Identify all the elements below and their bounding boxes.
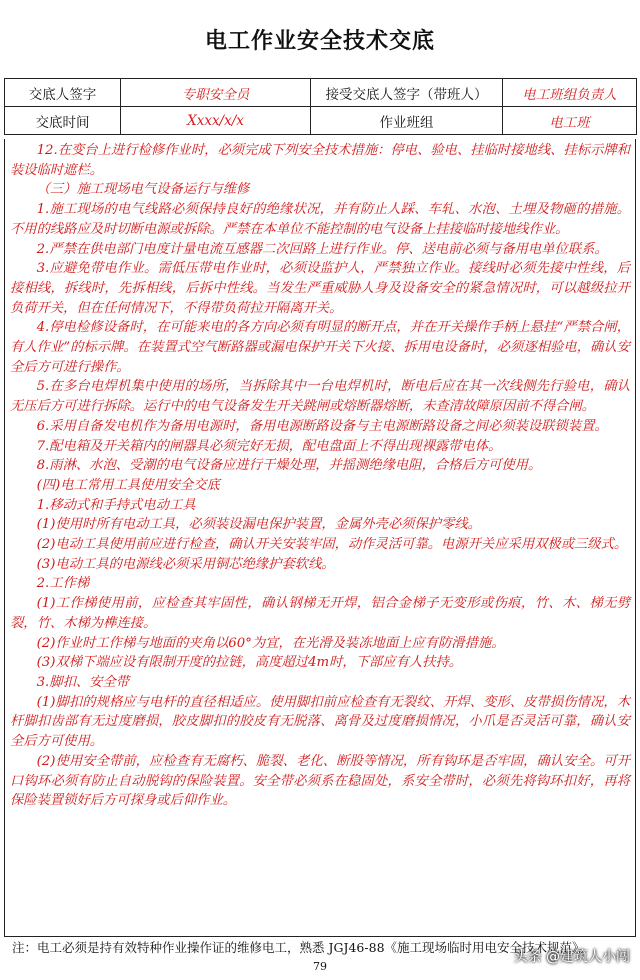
page-number: 79 (313, 960, 327, 973)
paragraph: 8.雨淋、水泡、受潮的电气设备应进行干燥处理，并摇测绝缘电阻，合格后方可使用。 (36, 458, 542, 474)
paragraph: 12.在变台上进行检修作业时，必须完成下列安全技术措施：停电、验电、挂临时接地线、挂标示牌和装设临时遮栏。 (10, 143, 630, 178)
paragraph: (1)脚扣的规格应与电杆的直径相适应。使用脚扣前应检查有无裂纹、开焊、变形、皮带损伤情况，木杆脚扣齿部有无过度磨损，胶皮脚扣的胶皮有无脱落、离骨及过度磨损情况，小爪是否灵活可靠，确认安全后方可使用。 (10, 694, 630, 750)
paragraph: 7.配电箱及开关箱内的闸器具必须完好无损，配电盘面上不得出现裸露带电体。 (36, 438, 502, 454)
document-title: 电工作业安全技术交底 (204, 29, 435, 54)
subsection-heading: 1.移动式和手持式电动工具 (36, 497, 196, 513)
paragraph: 3.应避免带电作业。需低压带电作业时，必须设监护人，严禁独立作业。接线时必须先接中性线，后接相线，拆线时，先拆相线，后拆中性线。当发生严重威胁人身及设备安全的紧急情况时，可以越级拉开负荷开关，但在任何情况下，不得带负荷拉开隔离开关。 (10, 261, 630, 316)
paragraph: (3)双梯下端应设有限制开度的拉链，高度超过4m时，下部应有人扶持。 (36, 655, 463, 671)
paragraph: 5.在多台电焊机集中使用的场所，当拆除其中一台电焊机时，断电后应在其一次线侧先行验电，确认无压后方可进行拆除。运行中的电气设备发生开关跳闸或熔断器熔断，未查清故障原因前不得合闸。 (10, 379, 630, 415)
paragraph: 4.停电检修设备时，在可能来电的各方向必须有明显的断开点，并在开关操作手柄上悬挂“严禁合闸，有人作业”的标示牌。在装置式空气断路器或漏电保护开关下火接、拆用电设备时，必须逐相验电，确认安全后方可进行操作。 (10, 320, 630, 375)
signature-table (4, 78, 637, 135)
discloser-signature-value: 专职安全员 (121, 79, 311, 107)
discloser-signature-label: 交底人签字 (5, 79, 121, 107)
signature-row (5, 79, 637, 107)
paragraph: 1.施工现场的电气线路必须保持良好的绝缘状况，并有防止人踩、车轧、水泡、土埋及物砸的措施。不用的线路应及时切断电源或拆除。严禁在本单位不能控制的电气设备上挂接临时接地线作业。 (10, 202, 630, 237)
paragraph: (1)工作梯使用前，应检查其牢固性，确认钢梯无开焊，铝合金梯子无变形或伤痕，竹、木、梯无劈裂，竹、木梯为榫连接。 (10, 596, 630, 631)
subsection-heading: 3.脚扣、安全带 (36, 674, 130, 690)
paragraph: (2)电动工具使用前应进行检查，确认开关安装牢固，动作灵活可靠。电源开关应采用双极或三级式。 (36, 537, 628, 553)
disclosure-time-value: Xxxx/x/x (121, 107, 311, 135)
work-team-label: 作业班组 (311, 107, 503, 135)
paragraph: (1)使用时所有电动工具，必须装设漏电保护装置，金属外壳必须保护零线。 (36, 517, 481, 533)
section-heading: (四)电工常用工具使用安全交底 (36, 477, 220, 493)
footer-note: 注：电工必须是持有效特种作业操作证的维修电工，熟悉 JGJ46-88《施工现场临时用电安全技术规范》。 (12, 940, 591, 955)
section-heading: （三）施工现场电气设备运行与维修 (36, 182, 250, 198)
paragraph: 6.采用自备发电机作为备用电源时，备用电源断路设备与主电源断路设备之间必须装设联锁装置。 (36, 418, 608, 434)
paragraph: (3)电动工具的电源线必须采用铜芯绝缘护套软线。 (36, 556, 335, 572)
paragraph: (2)作业时工作梯与地面的夹角以60°为宜，在光滑及装冻地面上应有防滑措施。 (36, 635, 505, 651)
content-body (5, 139, 635, 811)
time-row (5, 107, 637, 135)
work-team-value: 电工班 (503, 107, 637, 135)
subsection-heading: 2.工作梯 (36, 576, 90, 592)
disclosure-time-label: 交底时间 (5, 107, 121, 135)
watermark: 头条 @建筑人小闯 (513, 949, 630, 965)
paragraph: (2)使用安全带前，应检查有无腐朽、脆裂、老化、断股等情况，所有钩环是否牢固，确认安全。可开口钩环必须有防止自动脱钩的保险装置。安全带必须系在稳固处，系安全带时，必须先将钩环扣好，再将保险装置锁好后方可探身或后仰作业。 (10, 753, 630, 809)
paragraph: 2.严禁在供电部门电度计量电流互感器二次回路上进行作业。停、送电前必须与备用电单位联系。 (36, 241, 608, 257)
receiver-signature-value: 电工班组负责人 (503, 79, 637, 107)
content-box (4, 139, 636, 937)
receiver-signature-label: 接受交底人签字（带班人） (311, 79, 503, 107)
